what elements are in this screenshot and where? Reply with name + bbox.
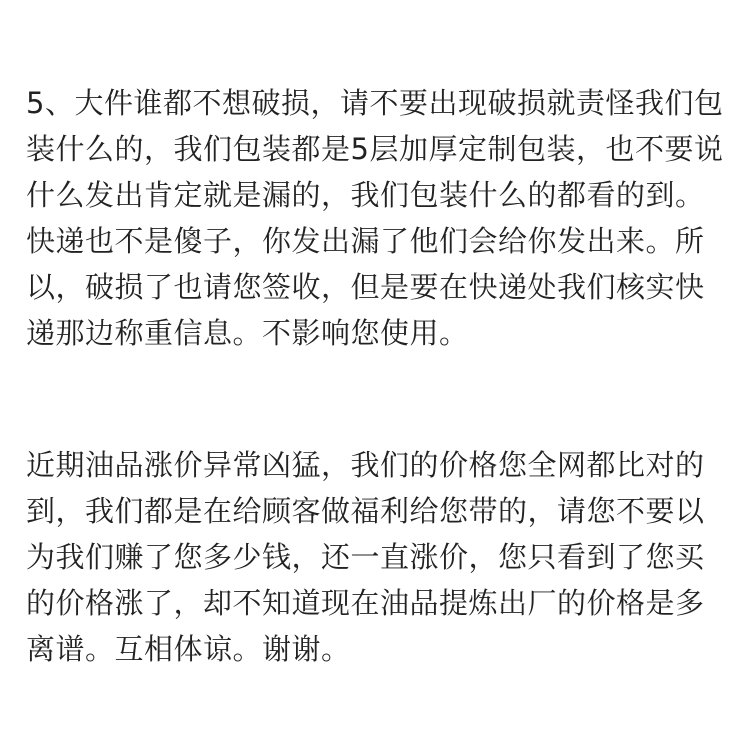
price-notice-paragraph: 近期油品涨价异常凶猛，我们的价格您全网都比对的到，我们都是在给顾客做福利给您带的，请您不要以为我们赚了您多少钱，还一直涨价，您只看到了您买的价格涨了，却不知道现在油品提炼出厂的价格是多离谱。互相体谅。谢谢。 bbox=[26, 448, 705, 666]
damage-policy-paragraph: 5、大件谁都不想破损，请不要出现破损就责怪我们包装什么的，我们包装都是5层加厚定制包装，也不要说什么发出肯定就是漏的，我们包装什么的都看的到。快递也不是傻子，你发出漏了他们会给你发出来。所以，破损了也请您签收，但是要在快递处我们核实快递那边称重信息。不影响您使用。 bbox=[26, 86, 724, 350]
